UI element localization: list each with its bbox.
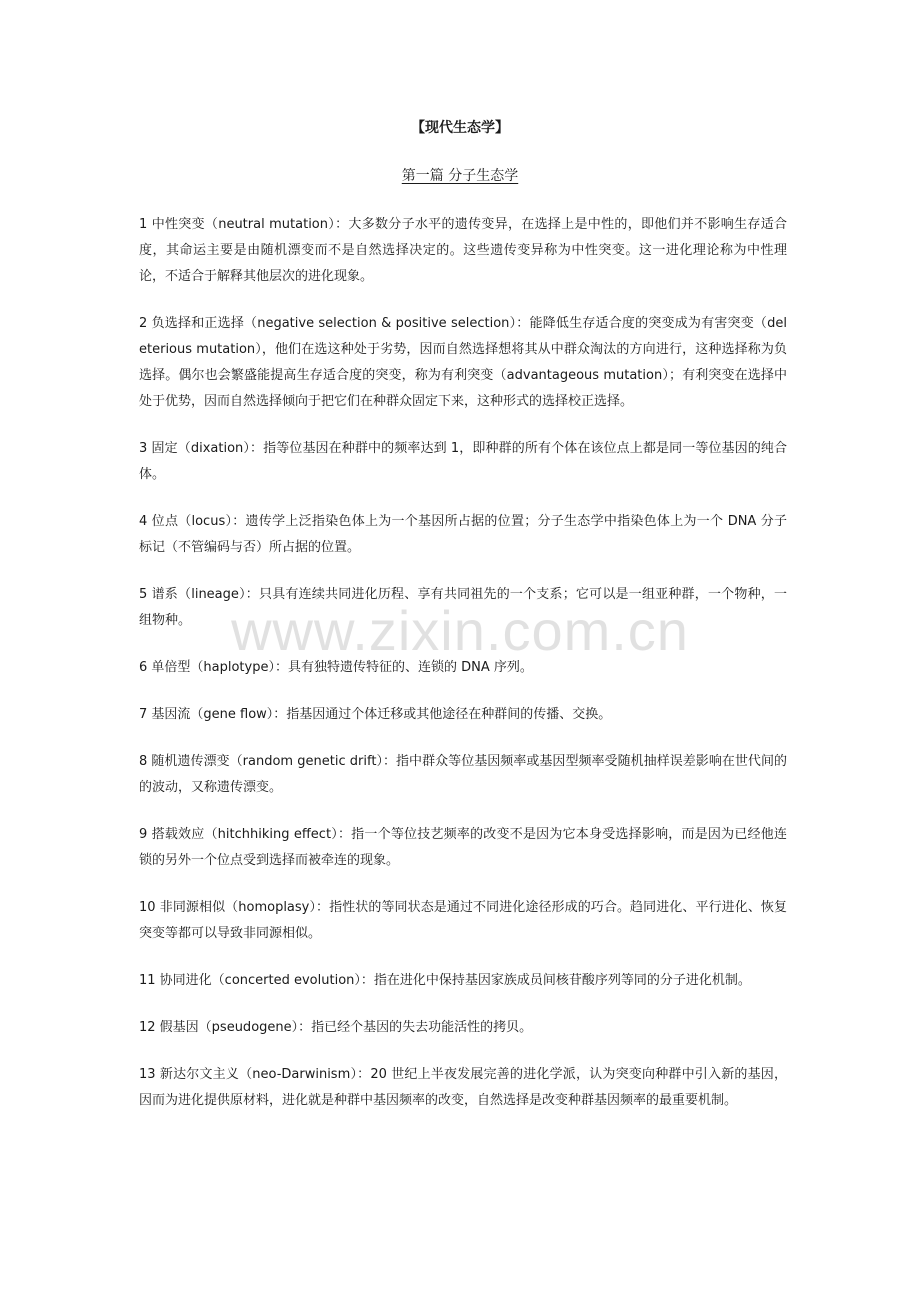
section-heading-text: 第一篇 分子生态学 [401,168,519,184]
glossary-entry-6: 6 单倍型（haplotype）：具有独特遗传特征的、连锁的 DNA 序列。 [139,660,533,675]
glossary-entry-7: 7 基因流（gene flow）：指基因通过个体迁移或其他途径在种群间的传播、交换。 [139,707,612,722]
watermark-text: www.zixin.com.cn [231,599,689,662]
glossary-entry-8: 8 随机遗传漂变（random genetic drift）：指中群众等位基因频率或基因型频率受随机抽样误差影响在世代间的的波动，又称遗传漂变。 [139,754,787,795]
glossary-entry-3: 3 固定（dixation）：指等位基因在种群中的频率达到 1，即种群的所有个体在该位点上都是同一等位基因的纯合体。 [139,441,787,482]
glossary-list [139,212,787,1135]
glossary-entry-12: 12 假基因（pseudogene）：指已经个基因的失去功能活性的拷贝。 [139,1020,533,1035]
glossary-entry-5: 5 谱系（lineage）：只具有连续共同进化历程、享有共同祖先的一个支系；它可以是一组亚种群，一个物种，一组物种。 [139,587,787,628]
document-title: 【现代生态学】 [411,120,509,136]
glossary-entry-10: 10 非同源相似（homoplasy）：指性状的等同状态是通过不同进化途径形成的巧合。趋同进化、平行进化、恢复突变等都可以导致非同源相似。 [139,900,787,941]
glossary-entry-13: 13 新达尔文主义（neo-Darwinism）：20 世纪上半夜发展完善的进化学派，认为突变向种群中引入新的基因，因而为进化提供原材料，进化就是种群中基因频率的改变，自然选择是改变种群基因频率的最重要机制。 [139,1067,787,1108]
glossary-entry-2: 2 负选择和正选择（negative selection & positive selection）：能降低生存适合度的突变成为有害突变（deleterious mutation），他们在选这种处于劣势，因而自然选择想将其从中群众淘汰的方向进行，这种选择称为负选择。偶尔也会繁盛能提高生存适合度的突变，称为有利突变（advantageous mutation）；有利突变在选择中处于优势，因而自然选择倾向于把它们在种群众固定下来，这种形式的选择校正选择。 [139,316,787,409]
glossary-entry-11: 11 协同进化（concerted evolution）：指在进化中保持基因家族成员间核苷酸序列等同的分子进化机制。 [139,973,751,988]
section-heading [0,166,920,186]
glossary-entry-9: 9 搭载效应（hitchhiking effect）：指一个等位技艺频率的改变不是因为它本身受选择影响，而是因为已经他连锁的另外一个位点受到选择而被牵连的现象。 [139,827,787,868]
glossary-entry-1: 1 中性突变（neutral mutation）：大多数分子水平的遗传变异，在选择上是中性的，即他们并不影响生存适合度，其命运主要是由随机漂变而不是自然选择决定的。这些遗传变异称为中性突变。这一进化理论称为中性理论，不适合于解释其他层次的进化现象。 [139,217,787,284]
glossary-entry-4: 4 位点（locus）：遗传学上泛指染色体上为一个基因所占据的位置；分子生态学中指染色体上为一个 DNA 分子标记（不管编码与否）所占据的位置。 [139,514,787,555]
